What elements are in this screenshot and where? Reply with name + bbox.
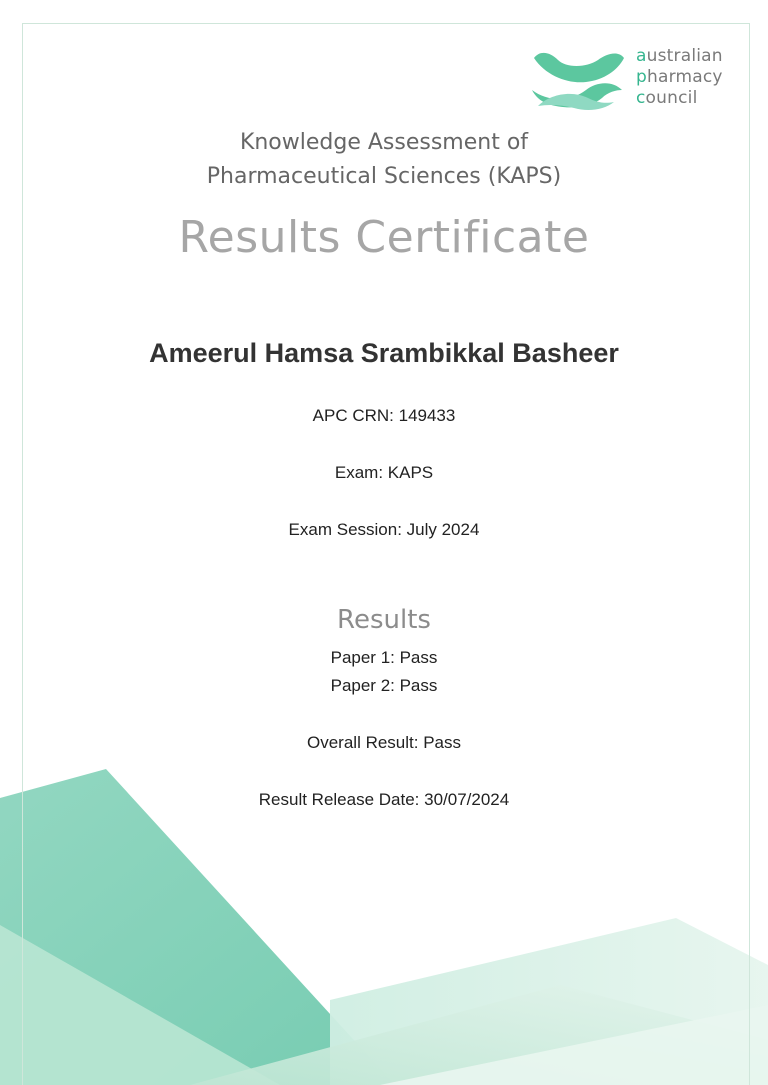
logo-line-3: council [636, 88, 698, 108]
candidate-crn: APC CRN: 149433 [312, 406, 456, 425]
results-heading: Results [337, 605, 431, 635]
exam-name: Exam: KAPS [334, 463, 434, 482]
apc-logo-text [636, 46, 723, 109]
certificate-title: Results Certificate [178, 212, 590, 263]
logo-line-2: pharmacy [636, 67, 723, 87]
paper-2-result: Paper 2: Pass [330, 676, 438, 695]
logo-line-1: australian [636, 46, 723, 66]
apc-logo-mark-icon [530, 46, 626, 112]
candidate-name: Ameerul Hamsa Srambikkal Basheer [149, 338, 619, 368]
exam-program-line-2: Pharmaceutical Sciences (KAPS) [206, 164, 562, 189]
overall-result: Overall Result: Pass [307, 733, 461, 752]
exam-session: Exam Session: July 2024 [288, 520, 480, 539]
exam-program-line-1: Knowledge Assessment of [239, 130, 529, 155]
apc-logo [530, 46, 740, 112]
paper-1-result: Paper 1: Pass [330, 648, 438, 667]
result-release-date: Result Release Date: 30/07/2024 [258, 790, 510, 809]
